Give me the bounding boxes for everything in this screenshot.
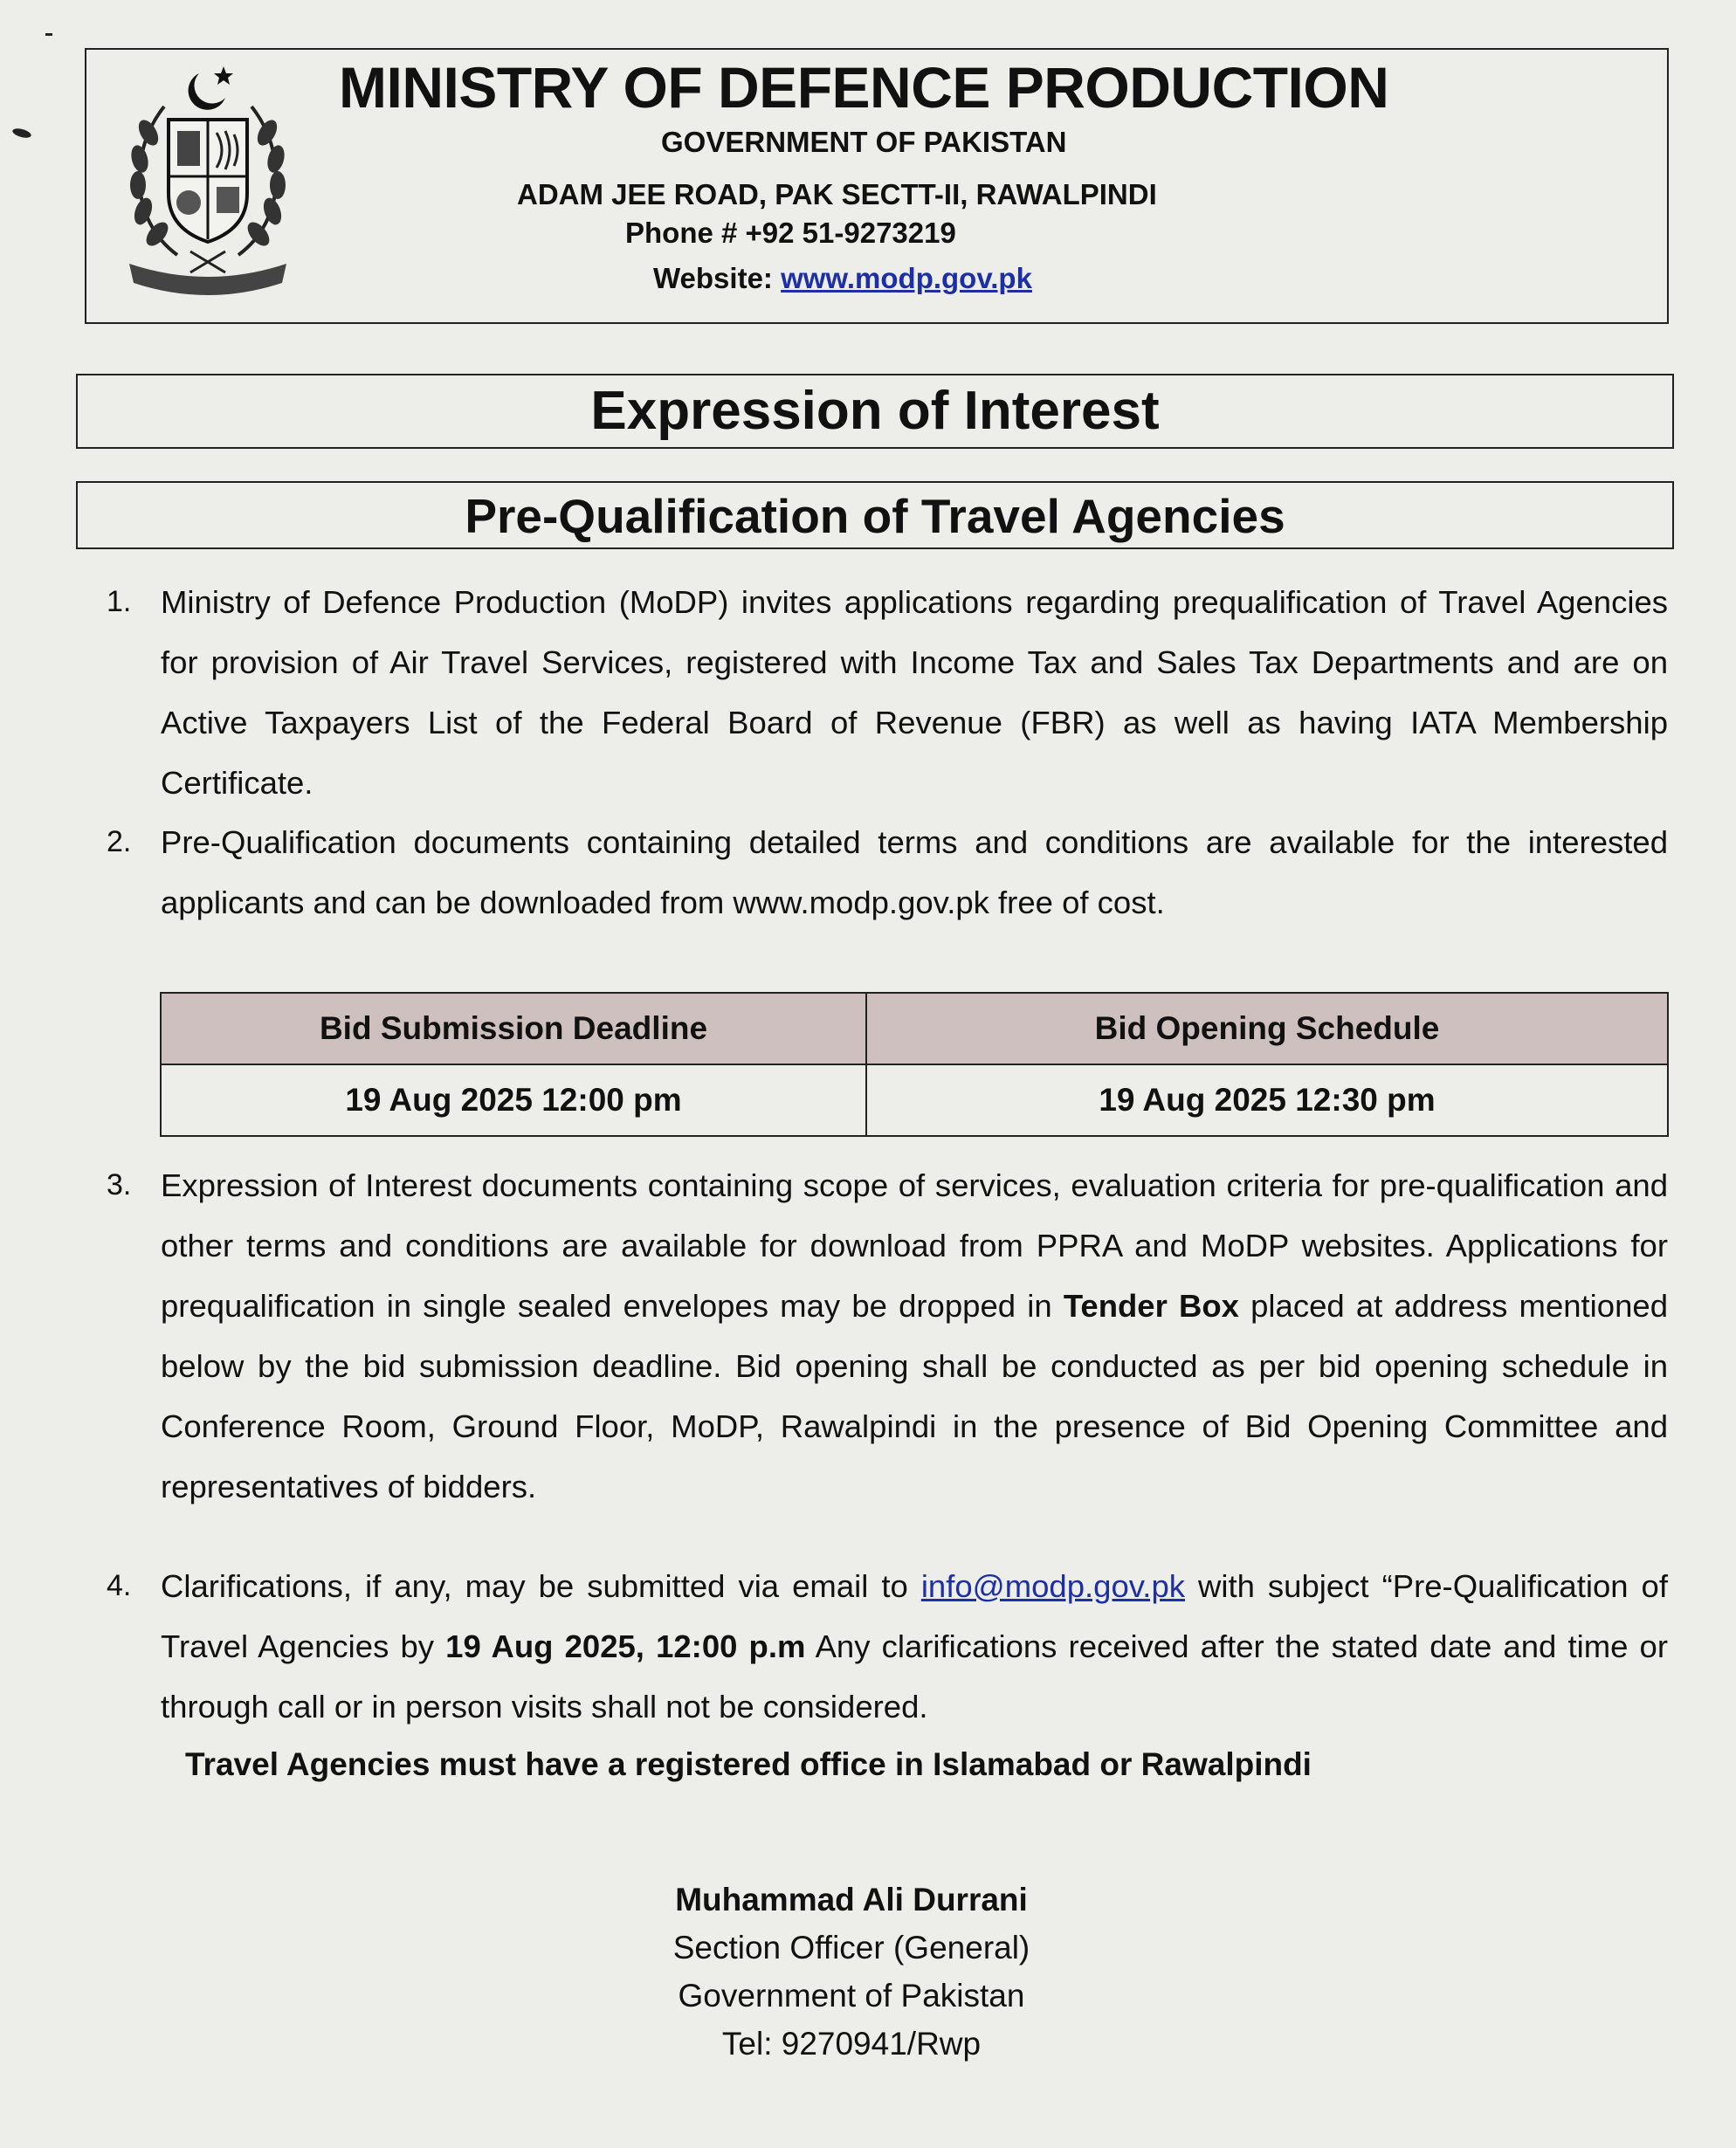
office-address: ADAM JEE ROAD, PAK SECTT-II, RAWALPINDI: [517, 178, 1157, 210]
paragraph-number: 4.: [107, 1569, 132, 1602]
ministry-name: MINISTRY OF DEFENCE PRODUCTION: [339, 55, 1389, 120]
bid-schedule-table: [160, 992, 1669, 1137]
paragraph-text: with subject “Pre-Qualification of Travel Agencies by: [161, 1568, 1668, 1664]
office-requirement-notice: Travel Agencies must have a registered office in Islamabad or Rawalpindi: [185, 1746, 1312, 1782]
scan-speck: [11, 127, 32, 139]
signatory-organization: Government of Pakistan: [678, 1978, 1025, 2014]
phone-number: Phone # +92 51-9273219: [625, 217, 956, 249]
paragraph-bold: 19 Aug 2025, 12:00 p.m: [445, 1628, 806, 1664]
signatory-designation: Section Officer (General): [672, 1930, 1030, 1966]
page-subtitle: Pre-Qualification of Travel Agencies: [76, 481, 1674, 549]
page-title: Expression of Interest: [76, 374, 1674, 449]
state-emblem-icon: [103, 54, 313, 299]
paragraph-1: Ministry of Defence Production (MoDP) invites applications regarding prequalification of Travel Agencies for provision of Air Travel Services, registered with Income Tax and Sales Tax Departments and are on Active Taxpayers List of the Federal Board of Revenue (FBR) as well as having IATA Membership Certificate.: [161, 584, 1668, 801]
website-line: [653, 262, 1032, 295]
paragraph-3: [161, 1155, 1668, 1517]
paragraph-4: [161, 1556, 1668, 1737]
paragraph-text: Any clarifications received after the stated date and time or through call or in person visits shall not be considered.: [161, 1628, 1668, 1725]
table-header-cell: Bid Opening Schedule: [866, 993, 1668, 1064]
table-header-row: [161, 993, 1668, 1064]
table-row: [161, 1064, 1668, 1136]
signatory-name: Muhammad Ali Durrani: [675, 1882, 1028, 1917]
table-cell: 19 Aug 2025 12:00 pm: [161, 1064, 866, 1136]
signatory-telephone: Tel: 9270941/Rwp: [721, 2026, 982, 2062]
table-header-cell: Bid Submission Deadline: [161, 993, 866, 1064]
email-link[interactable]: info@modp.gov.pk: [920, 1568, 1185, 1604]
paragraph-text: Expression of Interest documents containing scope of services, evaluation criteria for pre-qualification and other terms and conditions are available for download from PPRA and MoDP websites. Applications for prequalification in single sealed envelopes may be dropped in: [161, 1167, 1668, 1324]
government-name: GOVERNMENT OF PAKISTAN: [661, 126, 1067, 158]
paragraph-text: placed at address mentioned below by the bid submission deadline. Bid opening shall be conducted as per bid opening schedule in Conference Room, Ground Floor, MoDP, Rawalpindi in the presence of Bid Opening Committee and representatives of bidders.: [161, 1288, 1668, 1504]
paragraph-number: 1.: [107, 585, 132, 618]
paragraph-2: Pre-Qualification documents containing detailed terms and conditions are available for the interested applicants and can be downloaded from www.modp.gov.pk free of cost.: [161, 824, 1668, 920]
paragraph-number: 2.: [107, 825, 132, 858]
table-cell: 19 Aug 2025 12:30 pm: [866, 1064, 1668, 1136]
paragraph-text: Clarifications, if any, may be submitted via email to: [161, 1568, 921, 1604]
website-link[interactable]: www.modp.gov.pk: [781, 262, 1032, 294]
website-label: Website:: [653, 262, 773, 294]
paragraph-number: 3.: [107, 1168, 132, 1201]
scan-speck: [45, 33, 52, 36]
paragraph-bold: Tender Box: [1063, 1288, 1239, 1324]
